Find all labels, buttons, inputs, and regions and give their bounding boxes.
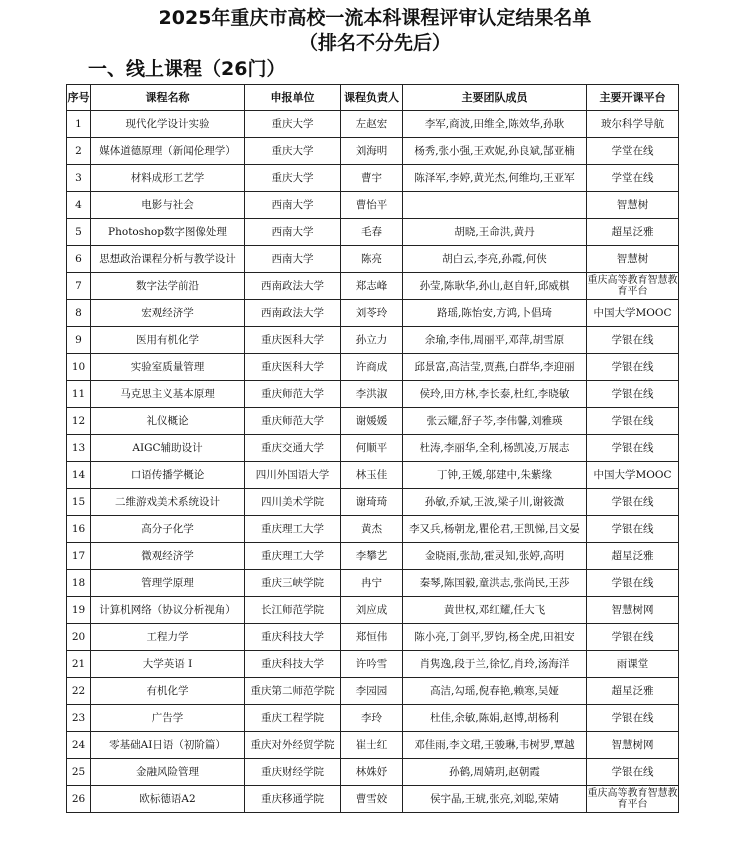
cell-leader: 冉宁 — [341, 570, 403, 597]
cell-platform: 学银在线 — [587, 516, 679, 543]
cell-team: 侯玲,田方林,李长泰,杜红,李晓敏 — [403, 381, 587, 408]
table-row — [67, 327, 679, 354]
cell-platform: 超星泛雅 — [587, 219, 679, 246]
cell-leader: 曹雪姣 — [341, 786, 403, 813]
cell-platform: 超星泛雅 — [587, 678, 679, 705]
cell-no: 20 — [67, 624, 91, 651]
cell-unit: 重庆医科大学 — [245, 354, 341, 381]
cell-platform: 学银在线 — [587, 705, 679, 732]
cell-leader: 何顺平 — [341, 435, 403, 462]
cell-course: 思想政治课程分析与教学设计 — [91, 246, 245, 273]
cell-team: 肖隽逸,段于兰,徐忆,肖玲,汤海洋 — [403, 651, 587, 678]
cell-leader: 陈亮 — [341, 246, 403, 273]
document-title: 2025年重庆市高校一流本科课程评审认定结果名单 — [158, 7, 592, 29]
table-row — [67, 111, 679, 138]
cell-platform: 重庆高等教育智慧教育平台 — [587, 273, 679, 300]
table-row — [67, 651, 679, 678]
table-row — [67, 786, 679, 813]
cell-course: 媒体道德原理（新闻伦理学） — [91, 138, 245, 165]
cell-unit: 西南大学 — [245, 192, 341, 219]
cell-leader: 黄杰 — [341, 516, 403, 543]
cell-team: 胡晓,王命洪,黄丹 — [403, 219, 587, 246]
cell-no: 17 — [67, 543, 91, 570]
table-row — [67, 705, 679, 732]
cell-no: 2 — [67, 138, 91, 165]
table-row — [67, 597, 679, 624]
cell-no: 7 — [67, 273, 91, 300]
cell-course: 电影与社会 — [91, 192, 245, 219]
cell-team — [403, 192, 587, 219]
cell-course: 计算机网络（协议分析视角） — [91, 597, 245, 624]
table-row — [67, 543, 679, 570]
cell-platform: 超星泛雅 — [587, 543, 679, 570]
cell-no: 4 — [67, 192, 91, 219]
cell-course: 实验室质量管理 — [91, 354, 245, 381]
cell-no: 10 — [67, 354, 91, 381]
table-row — [67, 435, 679, 462]
cell-platform: 中国大学MOOC — [587, 462, 679, 489]
cell-unit: 重庆师范大学 — [245, 381, 341, 408]
cell-platform: 智慧树网 — [587, 732, 679, 759]
cell-unit: 重庆科技大学 — [245, 651, 341, 678]
cell-no: 1 — [67, 111, 91, 138]
cell-platform: 中国大学MOOC — [587, 300, 679, 327]
cell-platform: 学银在线 — [587, 408, 679, 435]
cell-team: 邱景富,高洁莹,贾燕,白群华,李迎丽 — [403, 354, 587, 381]
cell-leader: 李园园 — [341, 678, 403, 705]
cell-leader: 李攀艺 — [341, 543, 403, 570]
cell-leader: 林玉佳 — [341, 462, 403, 489]
table-row — [67, 732, 679, 759]
table-header-row — [67, 85, 679, 111]
table-row — [67, 462, 679, 489]
table-row — [67, 192, 679, 219]
cell-unit: 重庆理工大学 — [245, 516, 341, 543]
cell-platform: 学银在线 — [587, 570, 679, 597]
cell-no: 15 — [67, 489, 91, 516]
table-row — [67, 759, 679, 786]
cell-leader: 曹怡平 — [341, 192, 403, 219]
cell-unit: 重庆财经学院 — [245, 759, 341, 786]
table-row — [67, 678, 679, 705]
cell-no: 11 — [67, 381, 91, 408]
cell-team: 金晓雨,张劼,霍灵知,张婷,高明 — [403, 543, 587, 570]
cell-unit: 重庆大学 — [245, 138, 341, 165]
header-cell-unit: 申报单位 — [245, 85, 341, 111]
table-row — [67, 219, 679, 246]
cell-course: 微观经济学 — [91, 543, 245, 570]
cell-team: 李军,商波,田维全,陈效华,孙耿 — [403, 111, 587, 138]
cell-unit: 西南政法大学 — [245, 300, 341, 327]
cell-no: 25 — [67, 759, 91, 786]
header-cell-platform: 主要开课平台 — [587, 85, 679, 111]
cell-team: 孙鹤,周婧玥,赵朝霞 — [403, 759, 587, 786]
cell-no: 13 — [67, 435, 91, 462]
cell-leader: 崔士红 — [341, 732, 403, 759]
cell-no: 3 — [67, 165, 91, 192]
cell-platform: 学银在线 — [587, 435, 679, 462]
cell-no: 18 — [67, 570, 91, 597]
cell-leader: 刘应成 — [341, 597, 403, 624]
cell-team: 杜涛,李丽华,全利,杨凯凌,万展志 — [403, 435, 587, 462]
cell-unit: 重庆对外经贸学院 — [245, 732, 341, 759]
cell-unit: 西南大学 — [245, 219, 341, 246]
table-row — [67, 246, 679, 273]
section-heading: 一、线上课程（26门） — [88, 58, 286, 80]
cell-leader: 谢媛媛 — [341, 408, 403, 435]
cell-course: 医用有机化学 — [91, 327, 245, 354]
cell-leader: 郑恒伟 — [341, 624, 403, 651]
cell-no: 9 — [67, 327, 91, 354]
cell-platform: 学堂在线 — [587, 138, 679, 165]
cell-platform: 学银在线 — [587, 381, 679, 408]
document-subtitle: （排名不分先后） — [298, 32, 451, 54]
cell-platform: 智慧树网 — [587, 597, 679, 624]
cell-team: 胡白云,李亮,孙霞,何侠 — [403, 246, 587, 273]
cell-course: Photoshop数字图像处理 — [91, 219, 245, 246]
cell-no: 23 — [67, 705, 91, 732]
cell-platform: 重庆高等教育智慧教育平台 — [587, 786, 679, 813]
cell-course: AIGC辅助设计 — [91, 435, 245, 462]
cell-no: 8 — [67, 300, 91, 327]
cell-platform: 学银在线 — [587, 759, 679, 786]
cell-team: 杜佳,余敏,陈娟,赵博,胡杨利 — [403, 705, 587, 732]
cell-course: 有机化学 — [91, 678, 245, 705]
cell-team: 李又兵,杨朝龙,瞿伦君,王凯悌,吕文晏 — [403, 516, 587, 543]
cell-no: 21 — [67, 651, 91, 678]
table-row — [67, 516, 679, 543]
cell-unit: 长江师范学院 — [245, 597, 341, 624]
cell-no: 5 — [67, 219, 91, 246]
cell-course: 零基础AI日语（初阶篇） — [91, 732, 245, 759]
cell-platform: 学银在线 — [587, 489, 679, 516]
cell-leader: 郑志峰 — [341, 273, 403, 300]
cell-leader: 李洪淑 — [341, 381, 403, 408]
table-row — [67, 489, 679, 516]
cell-course: 高分子化学 — [91, 516, 245, 543]
table-row — [67, 165, 679, 192]
cell-course: 欧标德语A2 — [91, 786, 245, 813]
table-row — [67, 138, 679, 165]
cell-team: 高洁,勾瑶,倪春艳,赖寒,吴娅 — [403, 678, 587, 705]
table-body — [67, 111, 679, 813]
cell-unit: 重庆师范大学 — [245, 408, 341, 435]
cell-team: 黄世权,邓红耀,任大飞 — [403, 597, 587, 624]
cell-team: 秦琴,陈国毅,童洪志,张尚民,王莎 — [403, 570, 587, 597]
cell-course: 数字法学前沿 — [91, 273, 245, 300]
cell-unit: 重庆理工大学 — [245, 543, 341, 570]
table-row — [67, 570, 679, 597]
cell-unit: 重庆医科大学 — [245, 327, 341, 354]
cell-unit: 重庆大学 — [245, 111, 341, 138]
cell-leader: 刘海明 — [341, 138, 403, 165]
header-cell-team: 主要团队成员 — [403, 85, 587, 111]
cell-no: 19 — [67, 597, 91, 624]
cell-no: 26 — [67, 786, 91, 813]
cell-team: 路瑶,陈怡安,方鸿,卜倡琦 — [403, 300, 587, 327]
cell-leader: 左赵宏 — [341, 111, 403, 138]
cell-platform: 智慧树 — [587, 192, 679, 219]
table-row — [67, 624, 679, 651]
cell-unit: 重庆科技大学 — [245, 624, 341, 651]
cell-leader: 许吟雪 — [341, 651, 403, 678]
cell-no: 14 — [67, 462, 91, 489]
cell-platform: 玻尔科学导航 — [587, 111, 679, 138]
cell-unit: 重庆移通学院 — [245, 786, 341, 813]
cell-platform: 学银在线 — [587, 327, 679, 354]
cell-leader: 毛春 — [341, 219, 403, 246]
table-row — [67, 381, 679, 408]
cell-unit: 重庆第二师范学院 — [245, 678, 341, 705]
cell-team: 陈泽军,李婷,黄光杰,何维均,王亚军 — [403, 165, 587, 192]
cell-leader: 许商成 — [341, 354, 403, 381]
cell-team: 陈小亮,丁剑平,罗钧,杨全虎,田祖安 — [403, 624, 587, 651]
cell-course: 大学英语 I — [91, 651, 245, 678]
cell-platform: 智慧树 — [587, 246, 679, 273]
cell-team: 杨秀,张小强,王欢妮,孙良斌,郜亚楠 — [403, 138, 587, 165]
cell-unit: 重庆交通大学 — [245, 435, 341, 462]
cell-no: 12 — [67, 408, 91, 435]
cell-unit: 四川美术学院 — [245, 489, 341, 516]
table-row — [67, 354, 679, 381]
cell-team: 丁钟,王媛,邬建中,朱紫缘 — [403, 462, 587, 489]
cell-team: 张云耀,舒子芩,李伟馨,刘雅瑛 — [403, 408, 587, 435]
cell-no: 16 — [67, 516, 91, 543]
cell-leader: 曹宇 — [341, 165, 403, 192]
cell-course: 管理学原理 — [91, 570, 245, 597]
course-table — [66, 84, 679, 813]
table-row — [67, 408, 679, 435]
cell-unit: 重庆大学 — [245, 165, 341, 192]
cell-unit: 重庆三峡学院 — [245, 570, 341, 597]
table-row — [67, 300, 679, 327]
cell-platform: 学银在线 — [587, 624, 679, 651]
cell-unit: 四川外国语大学 — [245, 462, 341, 489]
cell-leader: 林姝妤 — [341, 759, 403, 786]
cell-team: 余瑜,李伟,周丽平,邓萍,胡雪原 — [403, 327, 587, 354]
cell-team: 孙莹,陈耿华,孙山,赵自轩,邱威棋 — [403, 273, 587, 300]
cell-unit: 西南大学 — [245, 246, 341, 273]
header-cell-course: 课程名称 — [91, 85, 245, 111]
cell-unit: 重庆工程学院 — [245, 705, 341, 732]
cell-no: 24 — [67, 732, 91, 759]
cell-leader: 李玲 — [341, 705, 403, 732]
cell-course: 马克思主义基本原理 — [91, 381, 245, 408]
cell-unit: 西南政法大学 — [245, 273, 341, 300]
cell-leader: 刘苓玲 — [341, 300, 403, 327]
cell-course: 现代化学设计实验 — [91, 111, 245, 138]
cell-leader: 孙立力 — [341, 327, 403, 354]
cell-team: 邓佳雨,李文珺,王骏琳,韦树罗,覃越 — [403, 732, 587, 759]
cell-leader: 谢琦琦 — [341, 489, 403, 516]
cell-no: 22 — [67, 678, 91, 705]
header-cell-leader: 课程负责人 — [341, 85, 403, 111]
cell-course: 工程力学 — [91, 624, 245, 651]
cell-platform: 学银在线 — [587, 354, 679, 381]
cell-course: 口语传播学概论 — [91, 462, 245, 489]
cell-course: 宏观经济学 — [91, 300, 245, 327]
cell-platform: 雨课堂 — [587, 651, 679, 678]
cell-course: 材料成形工艺学 — [91, 165, 245, 192]
cell-course: 二维游戏美术系统设计 — [91, 489, 245, 516]
cell-team: 侯宇晶,王琥,张亮,刘聪,荣婧 — [403, 786, 587, 813]
cell-no: 6 — [67, 246, 91, 273]
cell-course: 广告学 — [91, 705, 245, 732]
cell-team: 孙敏,乔斌,王波,梁子川,谢筱溦 — [403, 489, 587, 516]
cell-course: 礼仪概论 — [91, 408, 245, 435]
table-row — [67, 273, 679, 300]
cell-course: 金融风险管理 — [91, 759, 245, 786]
header-cell-no: 序号 — [67, 85, 91, 111]
cell-platform: 学堂在线 — [587, 165, 679, 192]
